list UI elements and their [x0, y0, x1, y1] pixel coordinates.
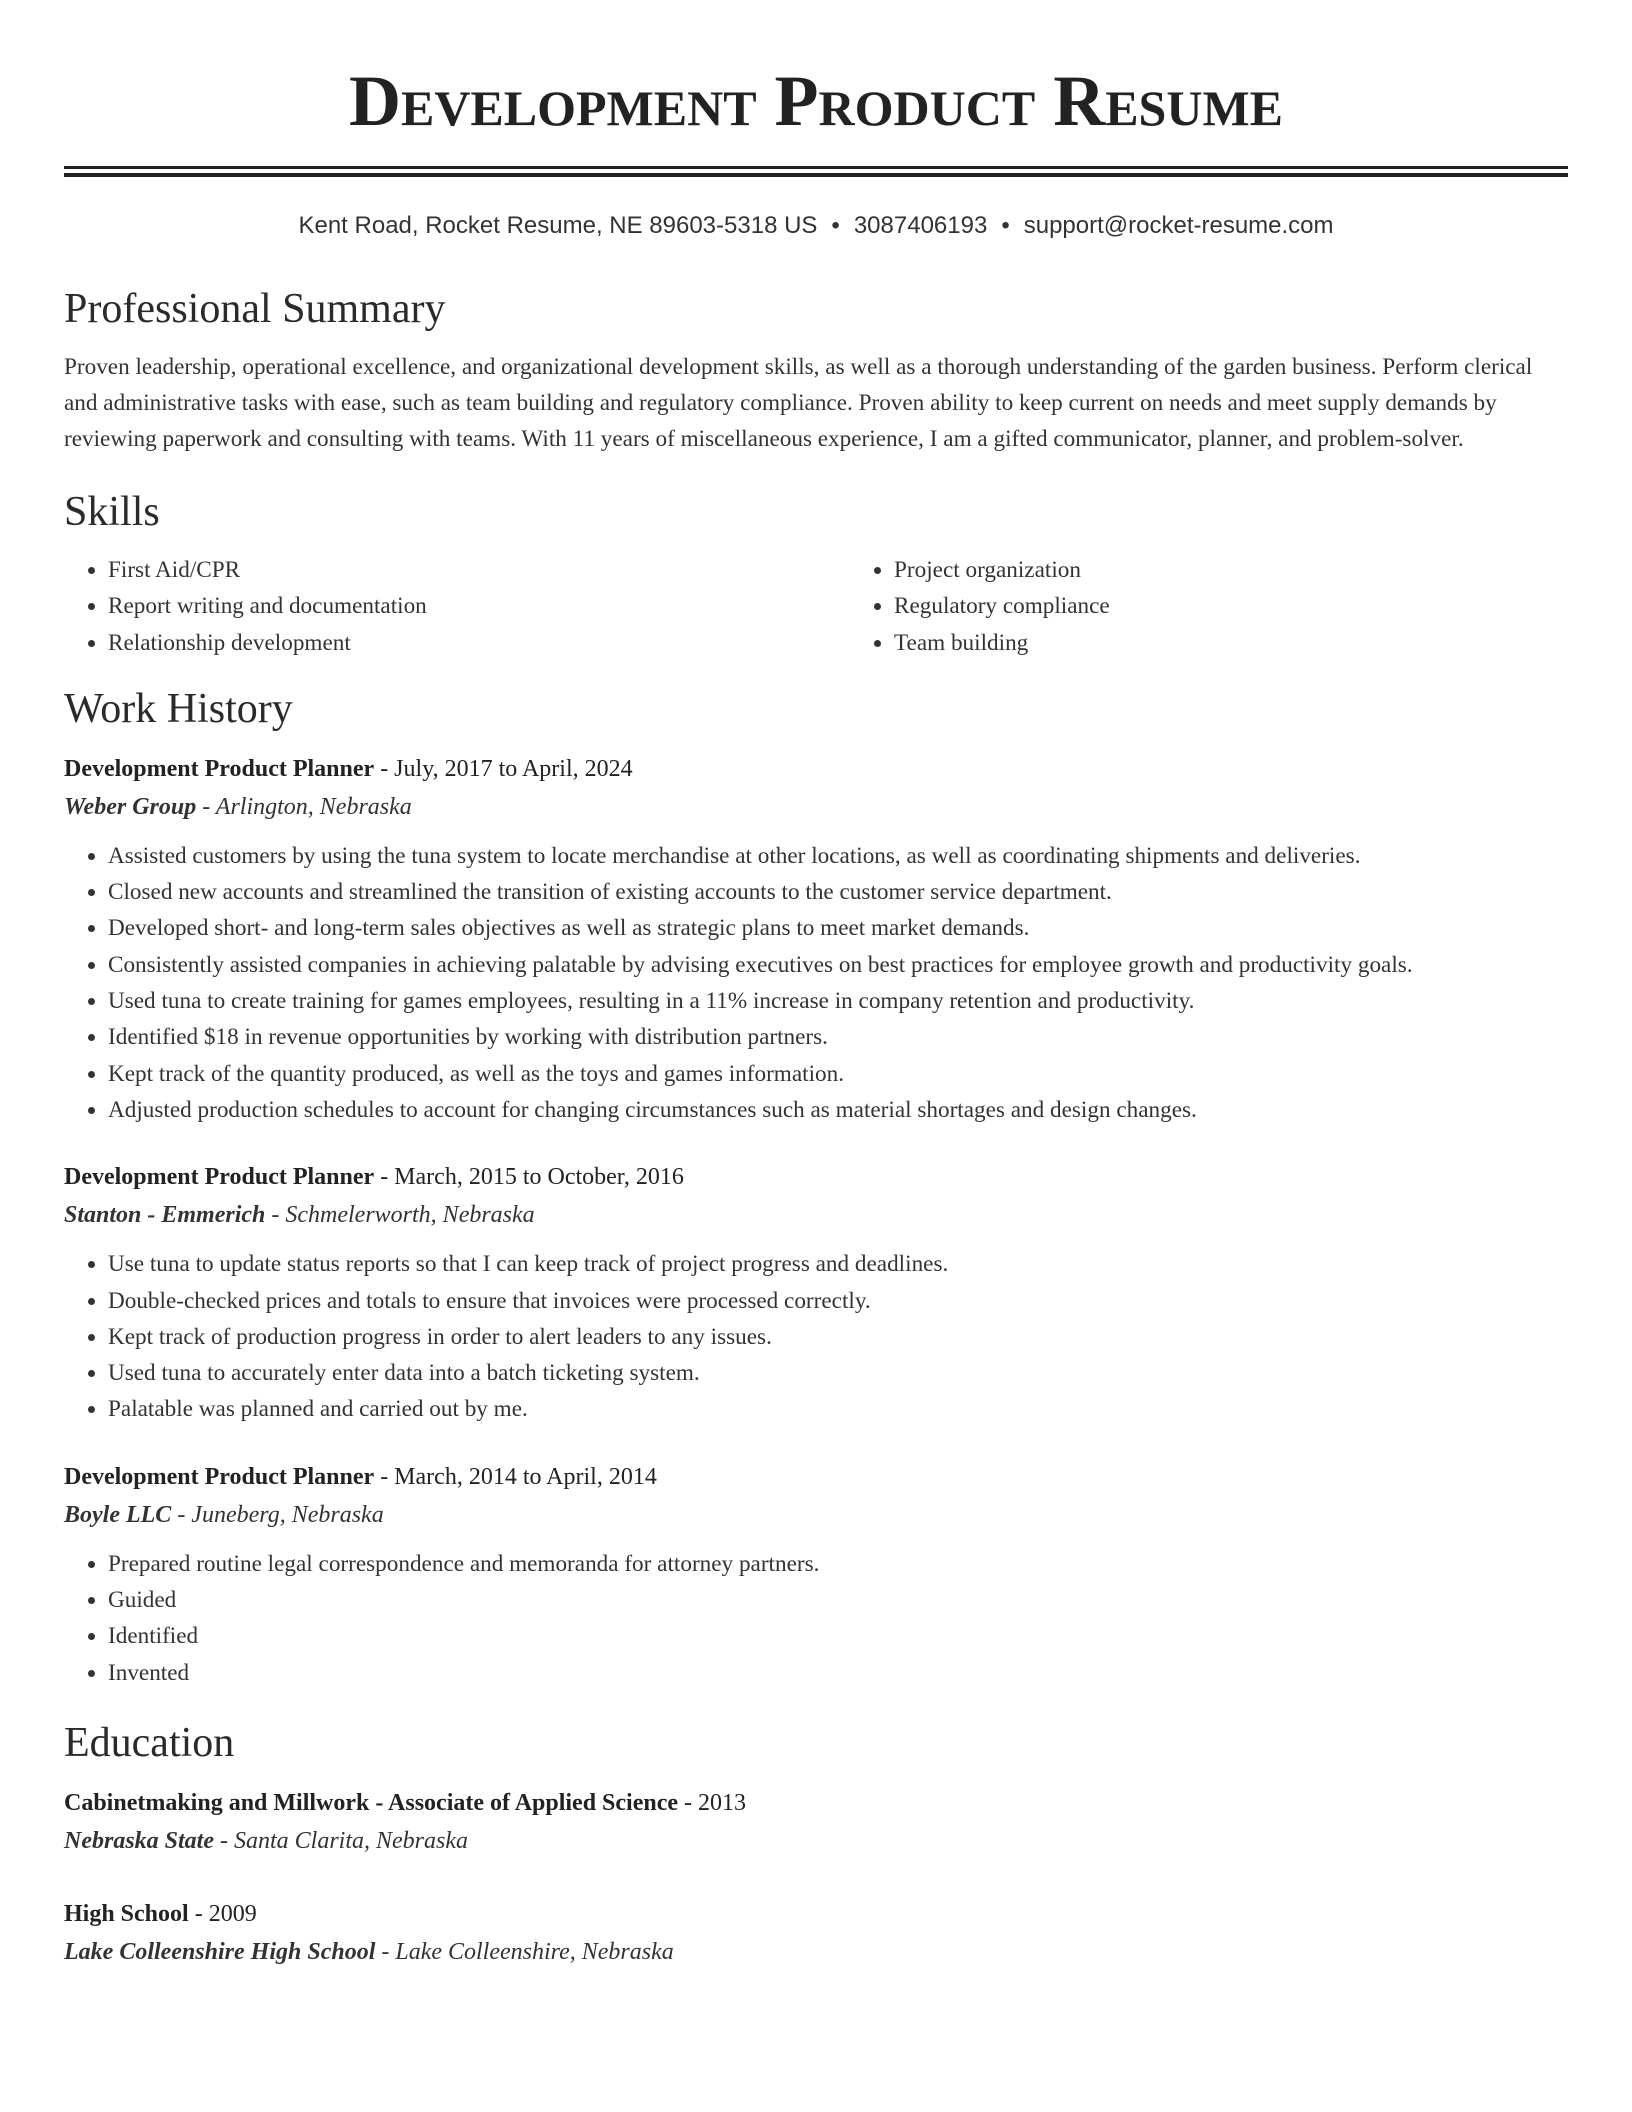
education-entry [64, 1895, 1568, 1971]
job-dates: - March, 2014 to April, 2014 [374, 1463, 657, 1490]
job-duties-list [64, 1546, 1568, 1691]
employer-name: Weber Group [64, 793, 197, 820]
job-duty: • Used tuna to accurately enter data into a batch ticketing system. [108, 1355, 1568, 1391]
contact-separator: • [1001, 212, 1010, 239]
degree-line [64, 1895, 1568, 1933]
job-duty: • Kept track of production progress in order to alert leaders to any issues. [108, 1319, 1568, 1355]
skills-list [64, 552, 1568, 661]
contact-email: support@rocket-resume.com [1023, 212, 1334, 239]
skills-heading: Skills [64, 489, 160, 535]
job-duty: • Developed short- and long-term sales objectives as well as strategic plans to meet market demands. [108, 910, 1568, 946]
job-title: Development Product Planner [64, 1463, 375, 1490]
job-duty: • Invented [108, 1655, 1568, 1691]
job-title: Development Product Planner [64, 755, 375, 782]
school-line [64, 1933, 1568, 1971]
job-duty: • Prepared routine legal correspondence and memoranda for attorney partners. [108, 1546, 1568, 1582]
job-duty: • Consistently assisted companies in achieving palatable by advising executives on best practices for employee growth and productivity goals. [108, 947, 1568, 983]
job-duty: • Assisted customers by using the tuna system to locate merchandise at other locations, as well as coordinating shipments and deliveries. [108, 838, 1568, 874]
skill-item: • Report writing and documentation [108, 588, 850, 624]
employer-line [64, 1496, 1568, 1534]
job-dates: - March, 2015 to October, 2016 [374, 1164, 684, 1191]
employer-name: Stanton - Emmerich [64, 1202, 266, 1229]
contact-phone: 3087406193 [853, 212, 988, 239]
job-entry [64, 750, 1568, 1128]
job-title: Development Product Planner [64, 1164, 375, 1191]
job-duties-list [64, 838, 1568, 1128]
job-dates: - July, 2017 to April, 2024 [374, 755, 633, 782]
employer-location: - Arlington, Nebraska [196, 793, 412, 820]
job-duty: • Closed new accounts and streamlined the transition of existing accounts to the customer service department. [108, 874, 1568, 910]
skill-item: • Regulatory compliance [894, 588, 1632, 624]
job-duty: • Palatable was planned and carried out by me. [108, 1391, 1568, 1427]
school-name: Lake Colleenshire High School [64, 1938, 376, 1965]
employer-line [64, 788, 1568, 826]
degree-year: - 2013 [678, 1789, 747, 1816]
degree-year: - 2009 [188, 1900, 257, 1927]
school-name: Nebraska State [64, 1827, 214, 1854]
job-duty: • Used tuna to create training for games employees, resulting in a 11% increase in company retention and productivity. [108, 983, 1568, 1019]
degree-name: Cabinetmaking and Millwork - Associate of Applied Science [64, 1789, 679, 1816]
employer-location: - Juneberg, Nebraska [171, 1501, 384, 1528]
job-title-line [64, 750, 1568, 788]
job-duty: • Use tuna to update status reports so that I can keep track of project progress and deadlines. [108, 1246, 1568, 1282]
work-history-heading: Work History [64, 685, 293, 732]
employer-line [64, 1196, 1568, 1234]
skills-column-right [850, 552, 1632, 661]
job-entry [64, 1158, 1568, 1427]
degree-name: High School [64, 1900, 189, 1927]
education-heading: Education [64, 1719, 235, 1766]
school-line [64, 1822, 1568, 1860]
professional-summary-heading: Professional Summary [64, 286, 446, 332]
skill-item: • Relationship development [108, 625, 850, 661]
skills-column-left [64, 552, 850, 661]
professional-summary-text: Proven leadership, operational excellence, and organizational development skills, as well as a thorough understanding of the garden business. Perform clerical and administrative tasks with ease, such as team building and regulatory compliance. Proven ability to keep current on needs and meet supply demands by reviewing paperwork and consulting with teams. With 11 years of miscellaneous experience, I am a gifted communicator, planner, and problem-solver. [64, 354, 1533, 452]
job-duty: • Double-checked prices and totals to ensure that invoices were processed correctly. [108, 1283, 1568, 1319]
job-duties-list [64, 1246, 1568, 1427]
skill-item: • First Aid/CPR [108, 552, 850, 588]
resume-title: Development Product Resume [348, 61, 1284, 141]
school-location: - Santa Clarita, Nebraska [214, 1827, 469, 1854]
employer-location: - Schmelerworth, Nebraska [265, 1202, 535, 1229]
job-title-line [64, 1158, 1568, 1196]
job-duty: • Identified [108, 1618, 1568, 1654]
education-entry [64, 1784, 1568, 1860]
school-location: - Lake Colleenshire, Nebraska [375, 1938, 674, 1965]
contact-separator: • [831, 212, 840, 239]
contact-address: Kent Road, Rocket Resume, NE 89603-5318 US [298, 212, 818, 239]
job-duty: • Adjusted production schedules to account for changing circumstances such as material shortages and design changes. [108, 1092, 1568, 1128]
job-duty: • Kept track of the quantity produced, as well as the toys and games information. [108, 1056, 1568, 1092]
contact-line [64, 209, 1568, 243]
job-entry [64, 1458, 1568, 1691]
skill-item: • Project organization [894, 552, 1632, 588]
skill-item: • Team building [894, 625, 1632, 661]
job-duty: • Guided [108, 1582, 1568, 1618]
employer-name: Boyle LLC [64, 1501, 172, 1528]
title-double-rule [64, 166, 1568, 177]
degree-line [64, 1784, 1568, 1822]
job-title-line [64, 1458, 1568, 1496]
job-duty: • Identified $18 in revenue opportunities by working with distribution partners. [108, 1019, 1568, 1055]
